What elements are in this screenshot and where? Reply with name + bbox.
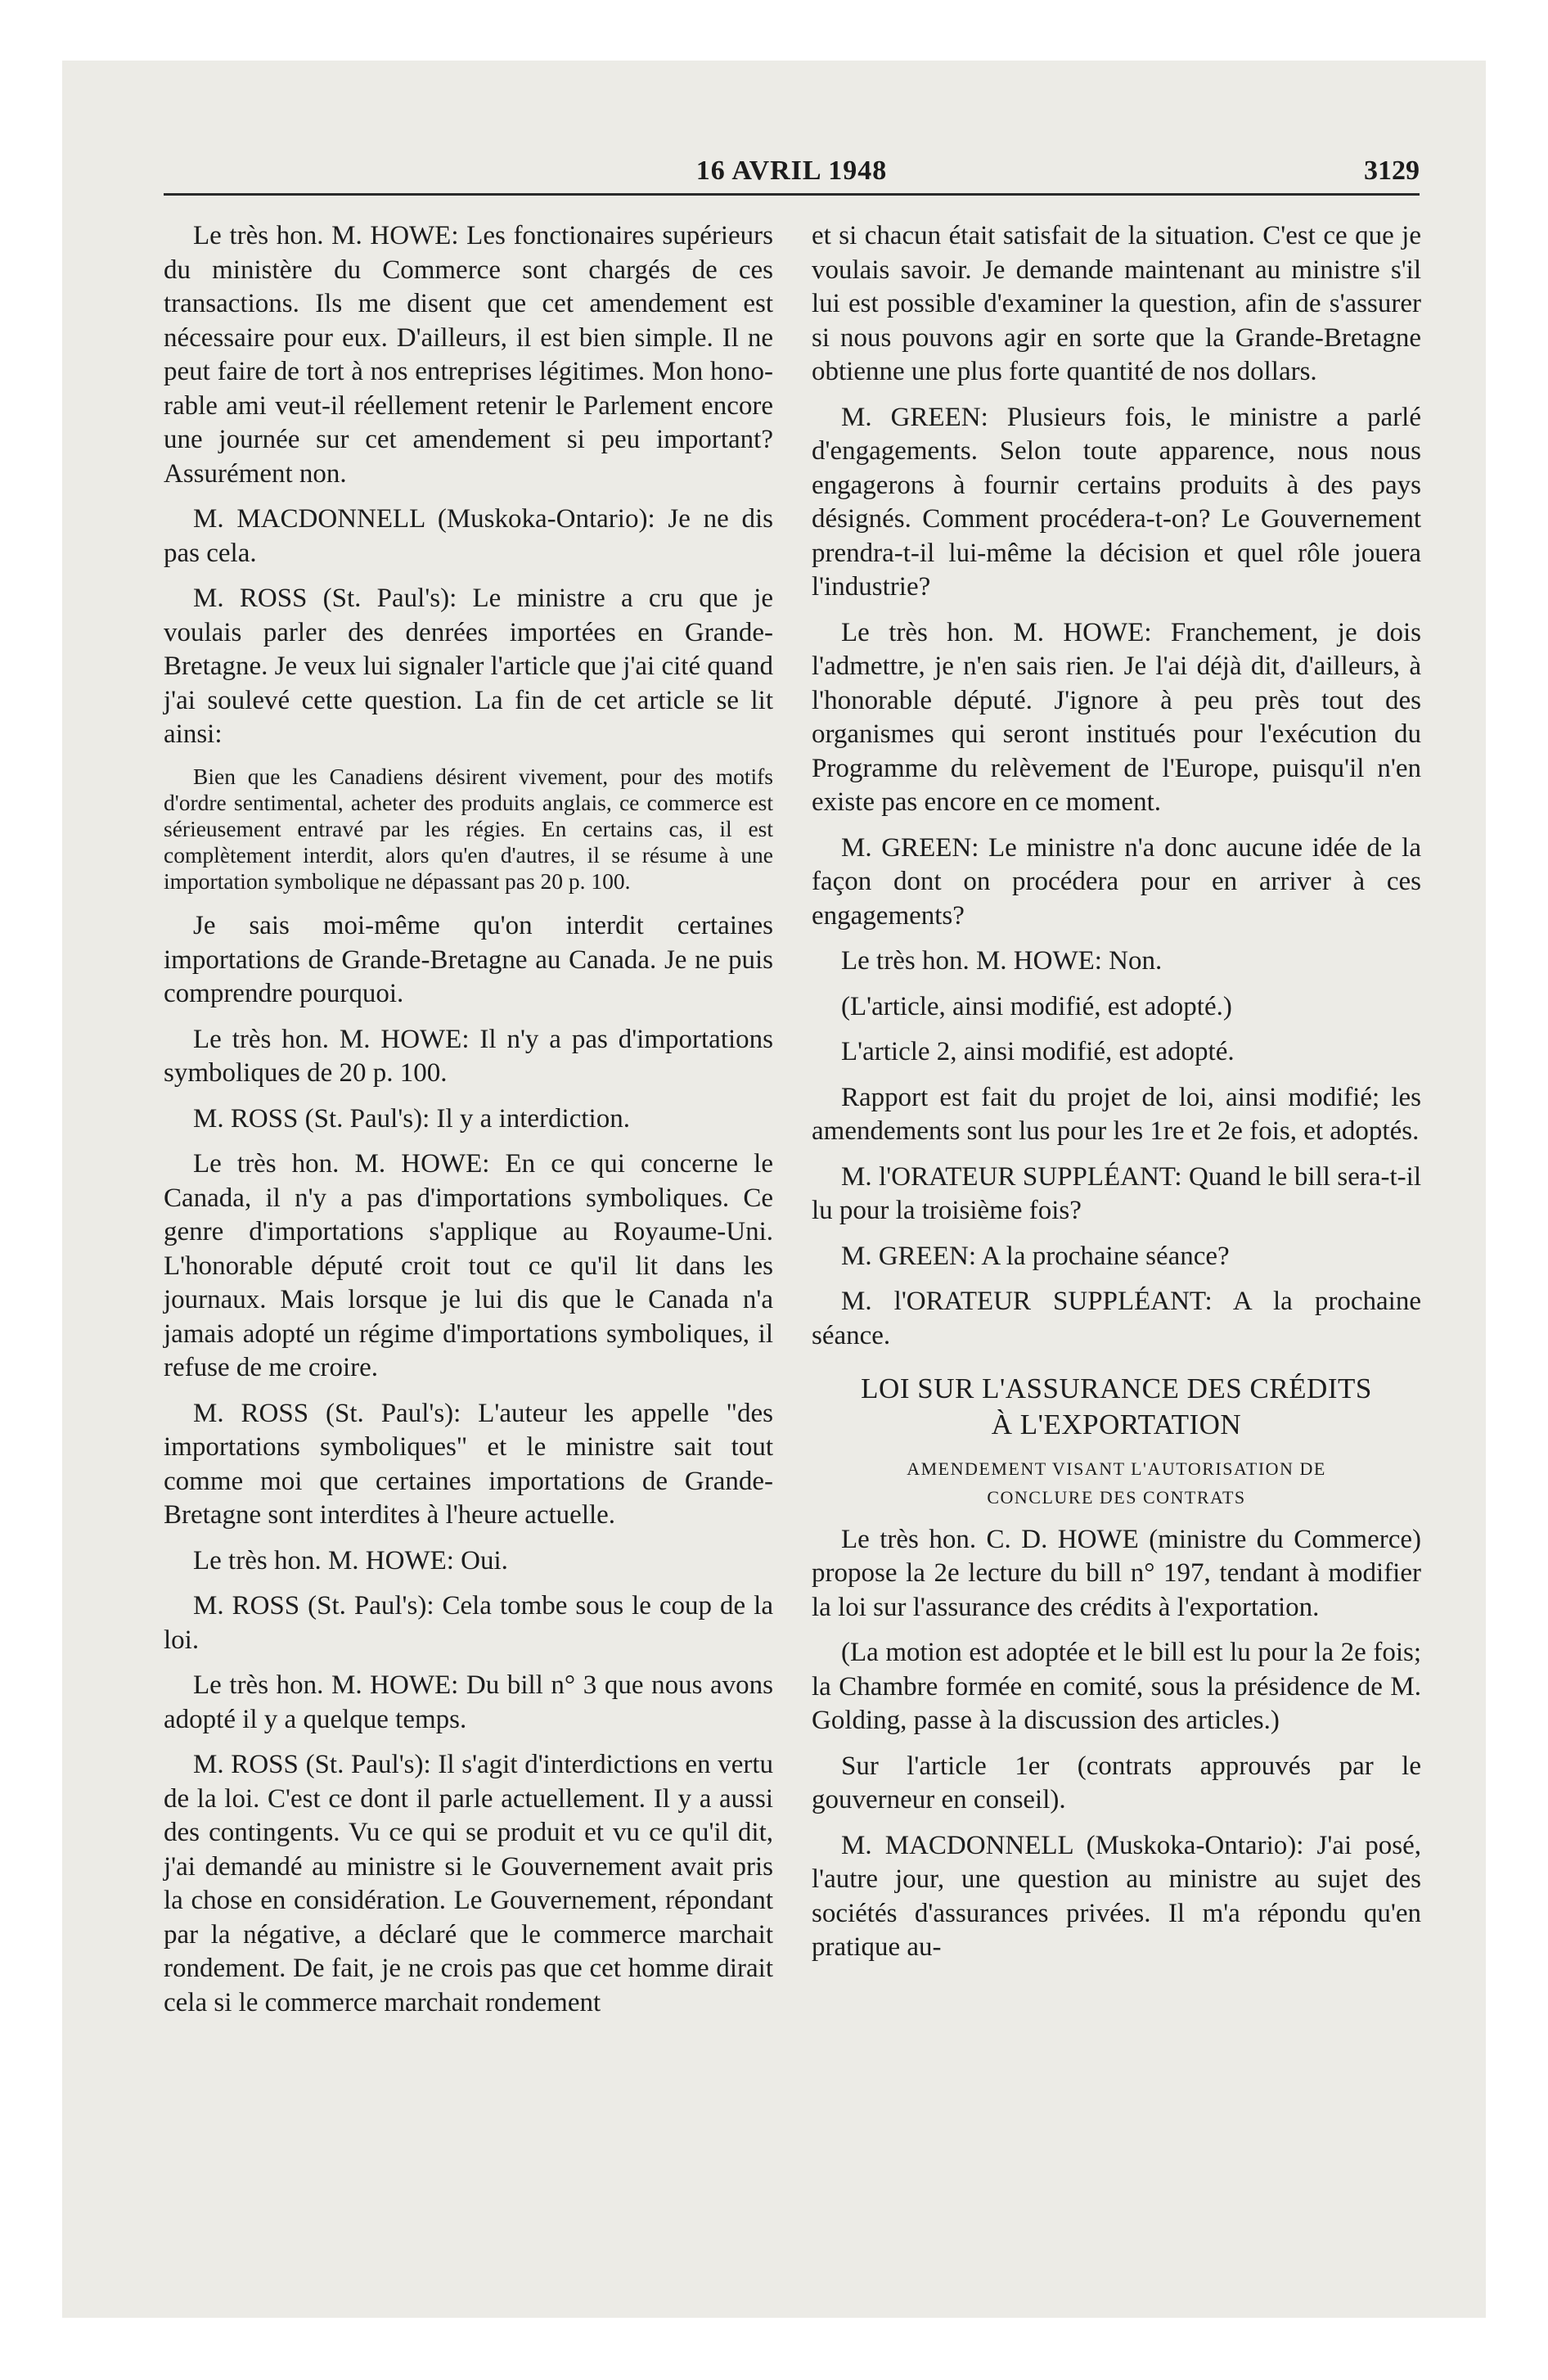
paragraph: Le très hon. M. HOWE: Franchement, je dois l'admettre, je n'en sais rien. Je l'ai déjà dit, d'ailleurs, à l'honorable député. J'ignore à peu près tout des organismes qui seront institués pour l'exécution du Programme du relèvement de l'Europe, puisqu'il n'en existe pas encore en ce moment. (812, 617, 1421, 817)
section-heading-line: À L'EXPORTATION (991, 1408, 1242, 1440)
paragraph: Rapport est fait du projet de loi, ainsi modifié; les amendements sont lus pour les 1re et 2e fois, et adoptés. (812, 1082, 1421, 1146)
left-column (164, 219, 773, 2031)
paragraph: M. l'ORATEUR SUPPLÉANT: Quand le bill sera-t-il lu pour la troisième fois? (812, 1161, 1421, 1225)
paragraph: Je sais moi-même qu'on interdit certaines importations de Grande-Bretagne au Canada. Je ne puis comprendre pourquoi. (164, 911, 773, 1009)
paragraph: Le très hon. M. HOWE: En ce qui concerne le Canada, il n'y a pas d'importations symboliques. Ce genre d'importations s'applique au Royaume-Uni. L'honorable député croit tout ce qu'il lit dans les journaux. Mais lorsque je lui dis que le Canada n'a jamais adopté un régime d'importations symboliques, il refuse de me croire. (164, 1149, 773, 1383)
paragraph: M. GREEN: Plusieurs fois, le ministre a parlé d'engagements. Selon toute apparence, nous nous engagerons à fournir certains produits à des pays désignés. Comment procédera-t-on? Le Gouvernement prendra-t-il lui-même la décision et quel rôle jouera l'industrie? (812, 402, 1421, 602)
section-subheading (812, 1454, 1421, 1512)
section-heading (812, 1371, 1421, 1443)
paragraph: M. l'ORATEUR SUPPLÉANT: A la prochaine séance. (812, 1287, 1421, 1350)
paragraph: M. ROSS (St. Paul's): Il s'agit d'interdictions en vertu de la loi. C'est ce dont il parle actuellement. Il y a aussi des contingents. Vu ce qui se produit et vu ce qu'il dit, j'ai demandé au ministre si le Gouvernement avait pris la chose en considération. Le Gouvernement, répondant par la négative, a déclaré que le commerce marchait rondement. De fait, je ne crois pas que cet homme dirait cela si le commerce marchait rondement (164, 1750, 773, 2017)
paragraph: Le très hon. M. HOWE: Non. (841, 946, 1163, 976)
running-header (164, 156, 1420, 192)
paragraph: M. ROSS (St. Paul's): Le ministre a cru que je voulais parler des denrées importées en Grande-Bretagne. Je veux lui signaler l'article que j'ai cité quand j'ai soulevé cette question. La fin de cet article se lit ainsi: (164, 584, 773, 749)
paragraph: M. GREEN: Le ministre n'a donc aucune idée de la façon dont on procédera pour en arriver à ces engagements? (812, 832, 1421, 931)
paragraph: Le très hon. M. HOWE: Les fonctionaires supérieurs du ministère du Commerce sont chargés de ces transactions. Ils me disent que cet amendement est nécessaire pour eux. D'ailleurs, il est bien simple. Il ne peut faire de tort à nos entreprises légitimes. Mon honorable ami veut-il réellement retenir le Parlement encore une journée sur cet amendement si peu important? Assurément non. (164, 221, 773, 489)
paragraph: (La motion est adoptée et le bill est lu pour la 2e fois; la Chambre formée en comité, sous la présidence de M. Golding, passe à la discussion des articles.) (812, 1638, 1421, 1736)
section-subheading-line: AMENDEMENT VISANT L'AUTORISATION DE (907, 1458, 1326, 1479)
paragraph: (L'article, ainsi modifié, est adopté.) (841, 991, 1232, 1021)
paragraph: M. ROSS (St. Paul's): Cela tombe sous le coup de la loi. (164, 1591, 773, 1655)
right-column (812, 219, 1421, 1977)
paragraph: et si chacun était satisfait de la situation. C'est ce que je voulais savoir. Je demande maintenant au ministre s'il lui est possible d'examiner la question, afin de s'assurer si nous pouvons agir en sorte que la Grande-Bretagne obtienne une plus forte quantité de nos dollars. (812, 221, 1421, 386)
section-heading-line: LOI SUR L'ASSURANCE DES CRÉDITS (861, 1373, 1372, 1404)
paragraph: Le très hon. M. HOWE: Du bill n° 3 que nous avons adopté il y a quelque temps. (164, 1670, 773, 1734)
paragraph: M. GREEN: A la prochaine séance? (841, 1241, 1230, 1271)
paragraph: Le très hon. C. D. HOWE (ministre du Commerce) propose la 2e lecture du bill n° 197, tendant à modifier la loi sur l'assurance des crédits à l'exportation. (812, 1524, 1421, 1622)
paragraph: M. ROSS (St. Paul's): Il y a interdiction. (193, 1103, 630, 1134)
page-number: 3129 (1364, 156, 1420, 186)
header-rule (164, 193, 1420, 196)
header-date: 16 AVRIL 1948 (695, 156, 888, 186)
section-subheading-line: CONCLURE DES CONTRATS (987, 1486, 1246, 1508)
paragraph: Sur l'article 1er (contrats approuvés par le gouverneur en conseil). (812, 1751, 1421, 1815)
paragraph: M. ROSS (St. Paul's): L'auteur les appelle "des importations symboliques" et le ministre sait tout comme moi que certaines importations de Grande-Bretagne sont interdites à l'heure actuelle. (164, 1398, 773, 1530)
paragraph: M. MACDONNELL (Muskoka-Ontario): J'ai posé, l'autre jour, une question au ministre au sujet des sociétés d'assurances privées. Il m'a répondu qu'en pratique au- (812, 1830, 1421, 1963)
paragraph: L'article 2, ainsi modifié, est adopté. (841, 1037, 1235, 1066)
paragraph: Le très hon. M. HOWE: Il n'y a pas d'importations symboliques de 20 p. 100. (164, 1024, 773, 1089)
paragraph: Le très hon. M. HOWE: Oui. (193, 1545, 508, 1575)
paragraph: M. MACDONNELL (Muskoka-Ontario): Je ne dis pas cela. (164, 504, 773, 568)
block-quote: Bien que les Canadiens désirent vivement, pour des motifs d'ordre sentimental, acheter des produits anglais, ce commerce est sérieusement entravé par les régies. En certains cas, il est complètement interdit, alors qu'en d'autres, il se résume à une importation symbolique ne dépassant pas 20 p. 100. (164, 763, 773, 895)
